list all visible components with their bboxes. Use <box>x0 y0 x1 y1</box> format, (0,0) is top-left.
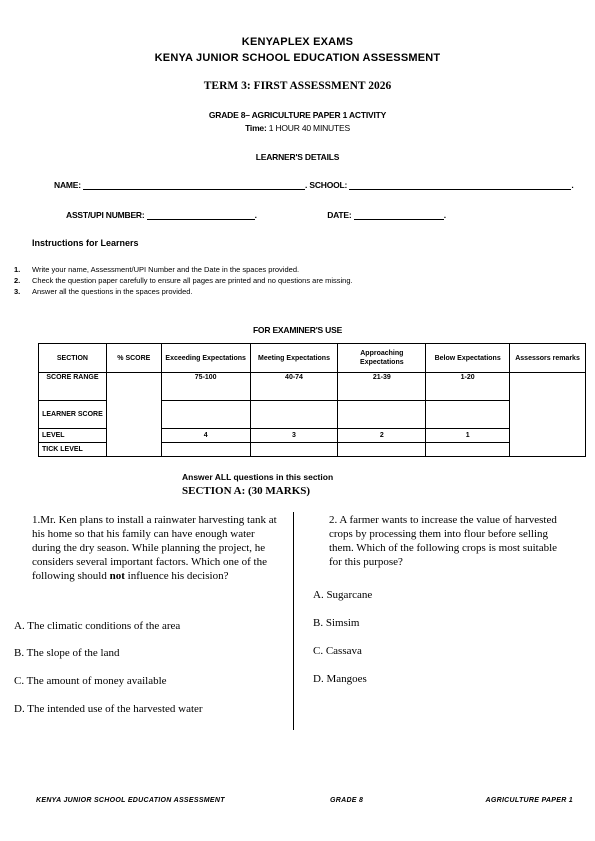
section-title: SECTION A: (30 MARKS) <box>182 485 311 497</box>
date-field[interactable] <box>354 210 444 220</box>
date-dot: . <box>443 210 446 220</box>
table-cell: 1-20 <box>426 373 510 401</box>
asst-field[interactable] <box>147 210 255 220</box>
paper-title: GRADE 8– AGRICULTURE PAPER 1 ACTIVITY <box>208 110 387 120</box>
question-2 <box>329 513 561 569</box>
percent-score-cell[interactable] <box>106 373 161 457</box>
footer-right: AGRICULTURE PAPER 1 <box>485 797 573 804</box>
footer-center: GRADE 8 <box>330 797 364 804</box>
table-cell[interactable] <box>338 443 426 457</box>
table-cell[interactable] <box>250 443 338 457</box>
table-cell[interactable] <box>426 443 510 457</box>
q2-option-c[interactable]: C. Cassava <box>313 645 362 657</box>
term-title: TERM 3: FIRST ASSESSMENT 2026 <box>203 80 392 92</box>
instruction-number: 1. <box>14 265 21 274</box>
q1-option-a[interactable]: A. The climatic conditions of the area <box>14 620 181 632</box>
instruction-text: Check the question paper carefully to ensure all pages are printed and no questions are missing. <box>32 276 353 285</box>
q1-option-c[interactable]: C. The amount of money available <box>14 675 167 687</box>
name-school-row <box>54 180 574 190</box>
remarks-cell[interactable] <box>510 373 586 457</box>
table-cell[interactable] <box>250 401 338 429</box>
col-meeting: Meeting Expectations <box>250 344 338 373</box>
asst-date-row <box>66 210 446 220</box>
table-cell[interactable] <box>161 443 250 457</box>
col-below: Below Expectations <box>426 344 510 373</box>
table-cell: 2 <box>338 429 426 443</box>
column-divider <box>293 512 294 730</box>
question-1 <box>32 513 284 583</box>
examiner-title: FOR EXAMINER'S USE <box>252 325 343 335</box>
time-value: 1 HOUR 40 MINUTES <box>268 123 350 133</box>
col-exceeding: Exceeding Expectations <box>161 344 250 373</box>
table-cell[interactable] <box>161 401 250 429</box>
table-cell: 21-39 <box>338 373 426 401</box>
time-label: Time: <box>245 123 267 133</box>
exam-org: KENYAPLEX EXAMS <box>241 36 354 48</box>
instruction-number: 2. <box>14 276 21 285</box>
q2-option-d[interactable]: D. Mangoes <box>313 673 367 685</box>
instruction-text: Answer all the questions in the spaces provided. <box>32 287 193 296</box>
table-cell: 40-74 <box>250 373 338 401</box>
col-approaching: Approaching Expectations <box>338 344 426 373</box>
col-section: SECTION <box>39 344 107 373</box>
table-cell: 75-100 <box>161 373 250 401</box>
school-label: SCHOOL: <box>309 180 348 190</box>
table-cell[interactable] <box>426 401 510 429</box>
row-label: SCORE RANGE <box>39 373 107 401</box>
row-label: LEARNER SCORE <box>39 401 107 429</box>
section-instruction: Answer ALL questions in this section <box>182 472 334 482</box>
q2-option-a[interactable]: A. Sugarcane <box>313 589 373 601</box>
q1-option-b[interactable]: B. The slope of the land <box>14 647 120 659</box>
instruction-item <box>14 287 584 298</box>
question-text: 2. A farmer wants to increase the value of harvested crops by processing them into flour before selling them. Which of the following crops is most suitable for this purpose? <box>329 514 558 568</box>
table-cell: 1 <box>426 429 510 443</box>
question-text: 1.Mr. Ken plans to install a rainwater harvesting tank at his home so that his family can have enough water during the dry season. While planning the project, he considers several important factors. Which one of the following should <box>32 514 277 582</box>
examiner-table <box>38 343 586 457</box>
q1-option-d[interactable]: D. The intended use of the harvested water <box>14 703 203 715</box>
table-cell: 4 <box>161 429 250 443</box>
name-field[interactable] <box>83 180 308 190</box>
q2-option-b[interactable]: B. Simsim <box>313 617 360 629</box>
instructions-title: Instructions for Learners <box>32 238 139 248</box>
table-cell[interactable] <box>338 401 426 429</box>
instruction-text: Write your name, Assessment/UPI Number and the Date in the spaces provided. <box>32 265 300 274</box>
learner-details-title: LEARNER'S DETAILS <box>255 152 340 162</box>
instructions-list <box>14 265 584 298</box>
table-row <box>39 373 586 401</box>
name-dot: . <box>305 180 308 190</box>
school-field[interactable] <box>349 180 574 190</box>
assessment-title: KENYA JUNIOR SCHOOL EDUCATION ASSESSMENT <box>154 52 441 64</box>
time-line <box>0 123 595 133</box>
col-remarks: Assessors remarks <box>510 344 586 373</box>
school-dot: . <box>571 180 574 190</box>
asst-label: ASST/UPI NUMBER: <box>66 210 145 220</box>
date-label: DATE: <box>327 210 352 220</box>
table-header-row <box>39 344 586 373</box>
instruction-number: 3. <box>14 287 21 296</box>
row-label: LEVEL <box>39 429 107 443</box>
question-emphasis: not <box>109 570 125 582</box>
instruction-item <box>14 265 584 276</box>
col-percent-score: % SCORE <box>106 344 161 373</box>
row-label: TICK LEVEL <box>39 443 107 457</box>
table-cell: 3 <box>250 429 338 443</box>
question-text-end: influence his decision? <box>124 570 229 582</box>
asst-dot: . <box>254 210 257 220</box>
footer-left: KENYA JUNIOR SCHOOL EDUCATION ASSESSMENT <box>36 797 225 804</box>
instruction-item <box>14 276 584 287</box>
name-label: NAME: <box>54 180 81 190</box>
